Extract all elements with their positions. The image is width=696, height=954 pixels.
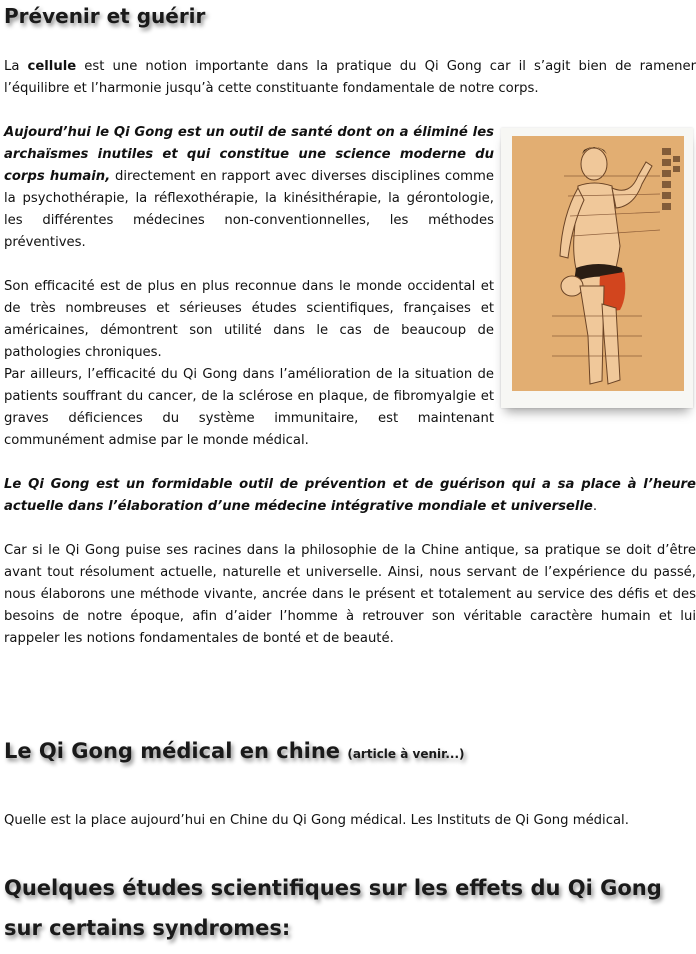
text: est une notion importante dans la pratique du Qi Gong car il s’agit bien de ramener l’équilibre et l’harmonie jusqu’à cette constituante fondamentale de notre corps. <box>4 59 696 96</box>
text: Son efficacité est de plus en plus reconnue dans le monde occidental et de très nombreuses et sérieuses études scientifiques, françaises et américaines, démontrent son utilité dans le cas de beaucoup de pathologies chroniques. <box>4 279 494 360</box>
emphasis-text: Le Qi Gong est un formidable outil de prévention et de guérison qui a sa place à l’heure actuelle dans l’élaboration d’une médecine intégrative mondiale et universelle <box>4 477 696 514</box>
text: directement en rapport avec diverses disciplines comme la psychothérapie, la réflexothérapie, la kinésithérapie, la gérontologie, les différentes médecines non-conventionnelles, les méthodes préventives. <box>4 169 494 250</box>
text: . <box>592 499 598 514</box>
text: Par ailleurs, l’efficacité du Qi Gong dans l’amélioration de la situation de patients souffrant du cancer, de la sclérose en plaque, de fibromyalgie et graves déficiences du système immunitaire, est maintenant communément admise par le monde médical. <box>4 367 494 448</box>
text: La <box>4 59 28 74</box>
paragraph-instituts: Quelle est la place aujourd’hui en Chine du Qi Gong médical. Les Instituts de Qi Gong médical. <box>4 813 629 828</box>
emphasis-text: Aujourd’hui le Qi Gong est un outil de santé dont on a éliminé les archaïsmes inutiles et qui constitue une science moderne du corps humain, <box>4 125 494 184</box>
acupuncture-figure-image <box>501 128 693 408</box>
paragraph-cellule <box>4 56 696 100</box>
paragraph-racines: Car si le Qi Gong puise ses racines dans la philosophie de la Chine antique, sa pratique se doit d’être avant tout résolument actuelle, naturelle et universelle. Ainsi, nous servant de l’expérience du passé, nous élaborons une méthode vivante, ancrée dans le présent et totalement au service des défis et des besoins de notre époque, afin d’aider l’homme à retrouver son véritable caractère humain et lui rappeler les notions fondamentales de bonté et de beauté. <box>4 543 696 646</box>
section-title-prevenir: Prévenir et guérir <box>4 4 206 28</box>
section-title-etudes: Quelques études scientifiques sur les effets du Qi Gong sur certains syndromes: <box>4 876 662 940</box>
bold-term: cellule <box>27 59 77 74</box>
paragraph-science-moderne <box>4 122 494 254</box>
heading-text: Le Qi Gong médical en chine <box>4 739 341 763</box>
article-note: (article à venir...) <box>347 747 465 761</box>
paragraph-efficacite <box>4 276 494 452</box>
acupuncture-chart-illustration <box>512 136 684 391</box>
section-title-chine <box>4 736 465 769</box>
paragraph-outil-prevention <box>4 474 696 518</box>
